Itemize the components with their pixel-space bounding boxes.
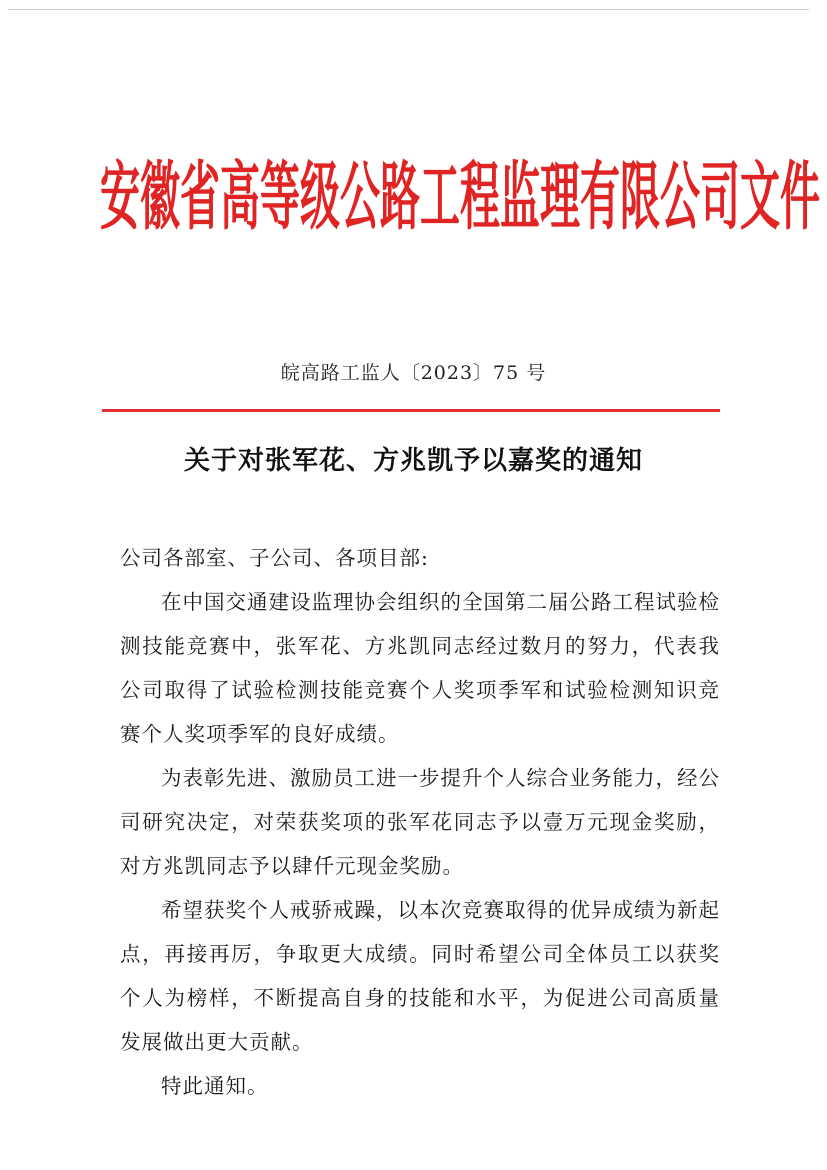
header-divider-rule — [102, 409, 720, 412]
notice-title: 关于对张军花、方兆凯予以嘉奖的通知 — [183, 446, 643, 476]
notice-paragraph-2: 为表彰先进、激励员工进一步提升个人综合业务能力，经公司研究决定，对荣获奖项的张军花同志予以壹万元现金奖励，对方兆凯同志予以肆仟元现金奖励。 — [120, 766, 720, 878]
notice-body — [120, 536, 720, 1108]
notice-paragraph-1: 在中国交通建设监理协会组织的全国第二届公路工程试验检测技能竞赛中，张军花、方兆凯同志经过数月的努力，代表我公司取得了试验检测技能竞赛个人奖项季军和试验检测知识竞赛个人奖项季军的良好成绩。 — [120, 590, 720, 746]
document-number: 皖高路工监人〔2023〕75 号 — [280, 362, 547, 384]
document-header-title: 安徽省高等级公路工程监理有限公司文件 — [100, 153, 820, 241]
scan-edge-line — [8, 9, 809, 10]
notice-paragraph-3: 希望获奖个人戒骄戒躁，以本次竞赛取得的优异成绩为新起点，再接再厉，争取更大成绩。同时希望公司全体员工以获奖个人为榜样，不断提高自身的技能和水平，为促进公司高质量发展做出更大贡献。 — [120, 898, 720, 1054]
notice-salutation: 公司各部室、子公司、各项目部: — [120, 546, 429, 570]
notice-closing: 特此通知。 — [161, 1074, 269, 1098]
